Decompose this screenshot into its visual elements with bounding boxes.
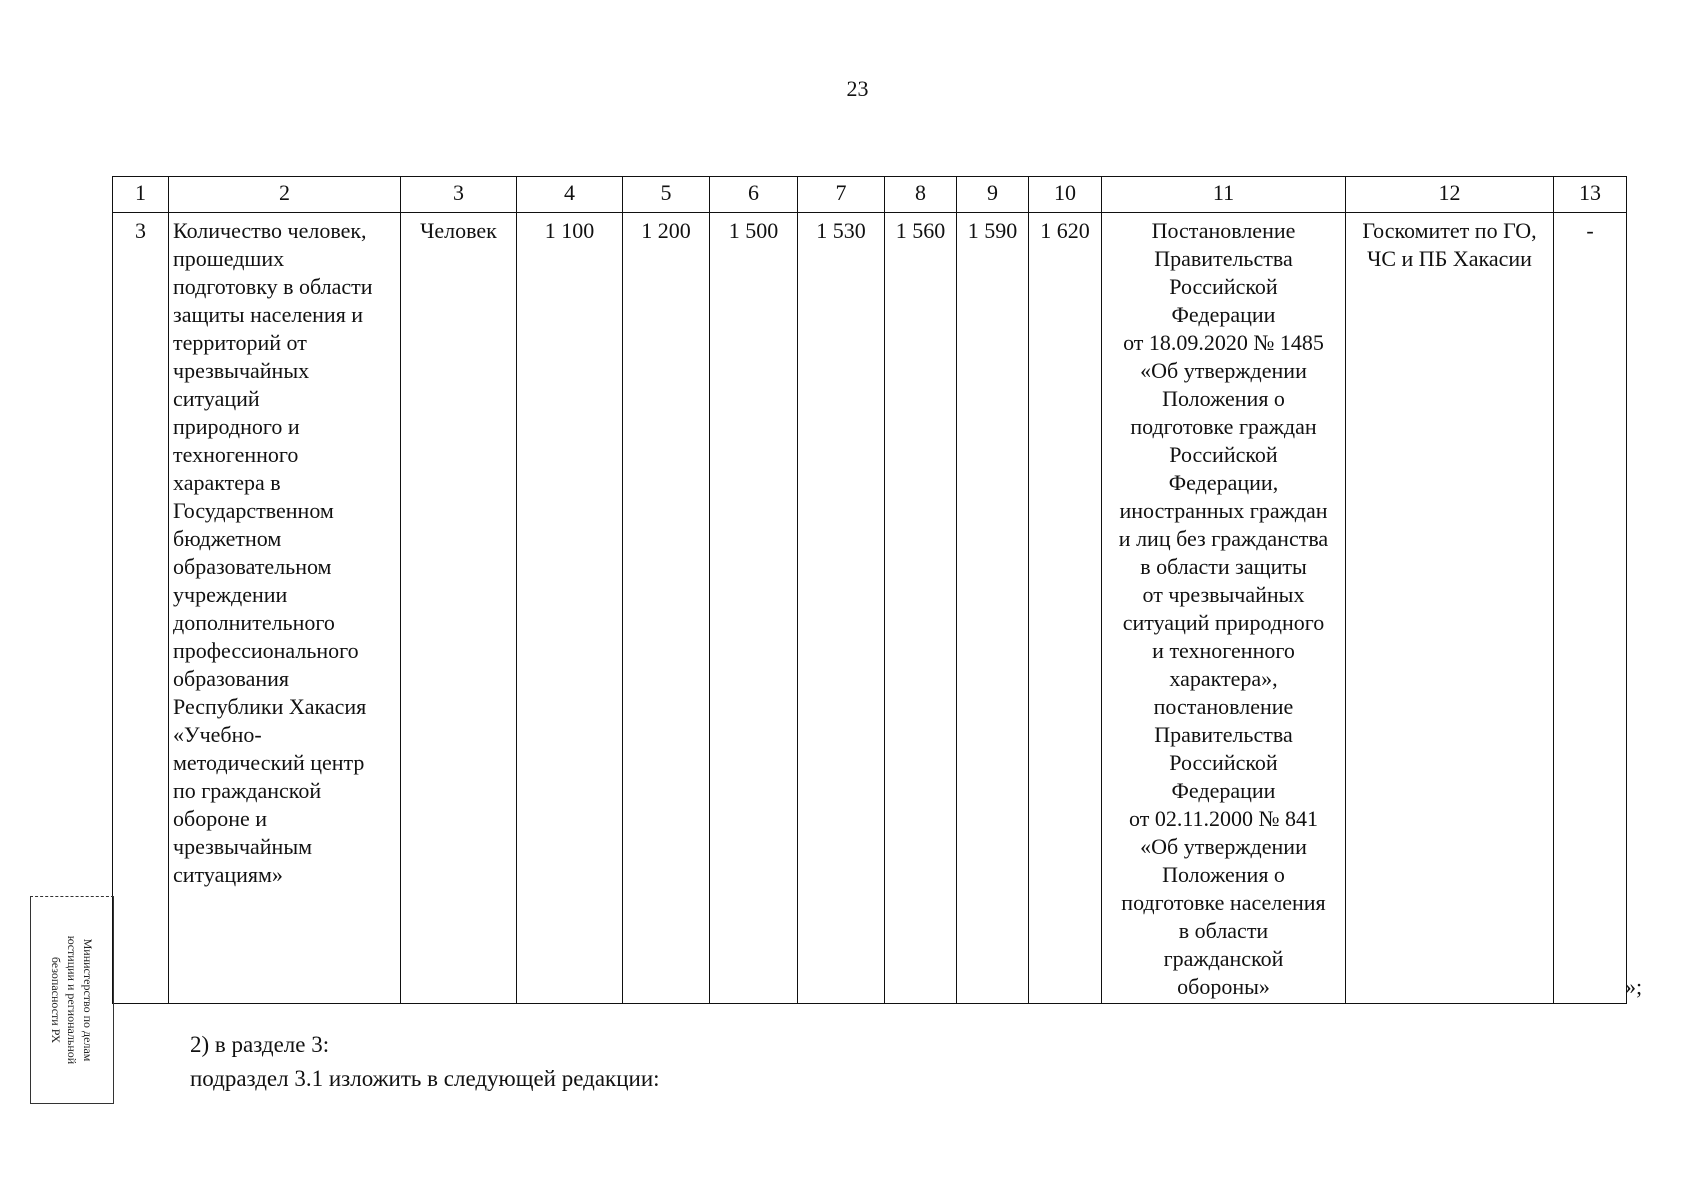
header-cell: 13	[1554, 177, 1627, 213]
stamp-line: безопасности РХ	[49, 956, 63, 1044]
header-cell: 10	[1029, 177, 1102, 213]
row-number-cell: 3	[113, 213, 169, 1004]
value-cell-6: 1 500	[710, 213, 798, 1004]
header-cell: 6	[710, 177, 798, 213]
responsible-text: Госкомитет по ГО, ЧС и ПБ Хакасии	[1362, 218, 1537, 271]
header-cell: 3	[401, 177, 517, 213]
indicator-name-cell	[169, 213, 401, 1004]
legal-basis-cell	[1102, 213, 1346, 1004]
table-header-row	[113, 177, 1627, 213]
header-cell: 2	[169, 177, 401, 213]
paragraph-subsection-3-1: подраздел 3.1 изложить в следующей редакции:	[190, 1066, 660, 1091]
header-cell: 7	[798, 177, 885, 213]
header-cell: 12	[1346, 177, 1554, 213]
note-cell: -	[1554, 213, 1627, 1004]
header-cell: 11	[1102, 177, 1346, 213]
header-cell: 8	[885, 177, 957, 213]
unit-cell: Человек	[401, 213, 517, 1004]
stamp-line: Министерство по делам	[81, 938, 95, 1062]
page-number: 23	[846, 76, 869, 101]
indicator-name-text: Количество человек, прошедших подготовку в области защиты населения и территорий от чрезвычайных ситуаций природного и техногенного характера в Государственном бюджетном образовательном учреждении дополнительного профессионального образования Республики Хакасия «Учебно- методический центр по гражданской обороне и чрезвычайным ситуациям»	[173, 218, 373, 887]
value-cell-10: 1 620	[1029, 213, 1102, 1004]
value-cell-4: 1 100	[517, 213, 623, 1004]
value-cell-7: 1 530	[798, 213, 885, 1004]
closing-quote: »;	[1625, 974, 1643, 999]
table-row	[113, 213, 1627, 1004]
header-cell: 4	[517, 177, 623, 213]
header-cell: 9	[957, 177, 1029, 213]
value-cell-5: 1 200	[623, 213, 710, 1004]
ministry-stamp	[30, 896, 114, 1104]
header-cell: 1	[113, 177, 169, 213]
legal-basis-text: Постановление Правительства Российской Федерации от 18.09.2020 № 1485 «Об утверждении Положения о подготовке граждан Российской Федерации, иностранных граждан и лиц без гражданства в области защиты от чрезвычайных ситуаций природного и техногенного характера», постановление Правительства Российской Федерации от 02.11.2000 № 841 «Об утверждении Положения о подготовке населения в области гражданской обороны»	[1118, 218, 1329, 999]
stamp-text	[48, 900, 96, 1100]
paragraph-section-3: 2) в разделе 3:	[190, 1032, 330, 1057]
stamp-line: юстиции и региональной	[65, 935, 79, 1065]
value-cell-8: 1 560	[885, 213, 957, 1004]
indicator-table	[112, 176, 1627, 1004]
responsible-cell	[1346, 213, 1554, 1004]
value-cell-9: 1 590	[957, 213, 1029, 1004]
header-cell: 5	[623, 177, 710, 213]
